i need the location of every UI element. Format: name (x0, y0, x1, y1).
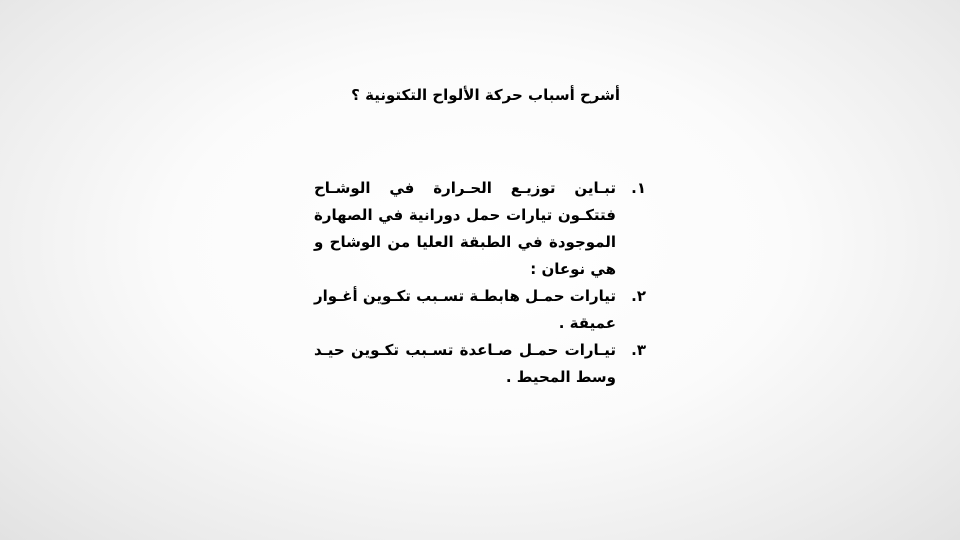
answer-item-1 (306, 175, 646, 283)
answer-number: ٢. (631, 287, 646, 305)
answer-text: تبـاين توزيـع الحـرارة في الوشـاح فتتكـون تيارات حمل دورانية في الصهارة الموجودة في الطبقة العليا من الوشاح و هي نوعان : (314, 179, 616, 278)
answer-number: ١. (631, 179, 646, 197)
answer-item-2 (306, 283, 646, 337)
answer-number: ٣. (631, 341, 646, 359)
answer-text: تيـارات حمـل صـاعدة تسـبب تكـوين حيـد وسط المحيط . (314, 341, 616, 386)
answer-text: تيارات حمـل هابطـة تسـبب تكـوين أغـوار عميقة . (314, 287, 616, 332)
question-title: أشرح أسباب حركة الألواح التكتونية ؟ (351, 86, 620, 104)
answer-item-3 (306, 337, 646, 391)
answer-list (306, 175, 646, 391)
